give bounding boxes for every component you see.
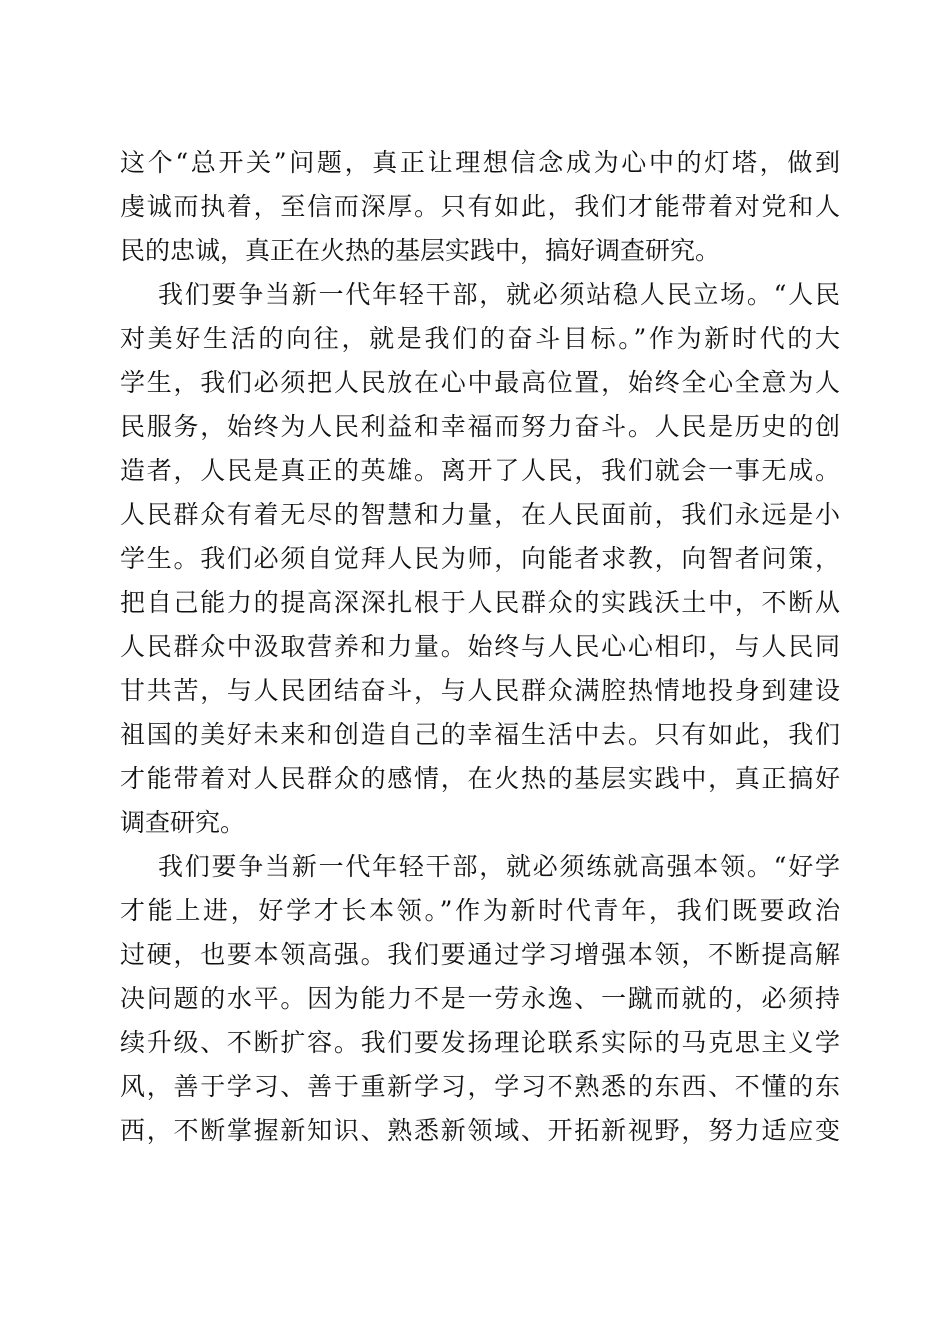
paragraph-2-line-8: 把自己能力的提高深深扎根于人民群众的实践沃土中，不断从 [120, 588, 840, 617]
paragraph-2-line-12: 才能带着对人民群众的感情，在火热的基层实践中，真正搞好 [120, 764, 840, 793]
paragraph-2-line-9: 人民群众中汲取营养和力量。始终与人民心心相印，与人民同 [120, 632, 840, 661]
paragraph-2-line-11: 祖国的美好未来和创造自己的幸福生活中去。只有如此，我们 [120, 720, 840, 749]
paragraph-3-line-5: 续升级、不断扩容。我们要发扬理论联系实际的马克思主义学 [120, 1028, 840, 1057]
paragraph-2-line-1: 我们要争当新一代年轻干部，就必须站稳人民立场。“人民 [158, 280, 840, 309]
paragraph-3-line-2: 才能上进，好学才长本领。”作为新时代青年，我们既要政治 [120, 896, 840, 925]
paragraph-2-line-6: 人民群众有着无尽的智慧和力量，在人民面前，我们永远是小 [120, 500, 840, 529]
body-text [120, 141, 840, 1153]
paragraph-1-line-1: 这个“总开关”问题，真正让理想信念成为心中的灯塔，做到 [120, 148, 840, 177]
paragraph-2-line-3: 学生，我们必须把人民放在心中最高位置，始终全心全意为人 [120, 368, 840, 397]
paragraph-2-line-10: 甘共苦，与人民团结奋斗，与人民群众满腔热情地投身到建设 [120, 676, 840, 705]
paragraph-3-line-7: 西，不断掌握新知识、熟悉新领域、开拓新视野，努力适应变 [120, 1116, 840, 1145]
paragraph-2-line-5: 造者，人民是真正的英雄。离开了人民，我们就会一事无成。 [120, 456, 840, 485]
paragraph-2-line-4: 民服务，始终为人民利益和幸福而努力奋斗。人民是历史的创 [120, 412, 840, 441]
paragraph-2-line-2: 对美好生活的向往，就是我们的奋斗目标。”作为新时代的大 [120, 324, 840, 353]
paragraph-1-line-3: 民的忠诚，真正在火热的基层实践中，搞好调查研究。 [120, 236, 721, 265]
paragraph-2-line-7: 学生。我们必须自觉拜人民为师，向能者求教，向智者问策， [120, 544, 840, 573]
paragraph-2-line-13: 调查研究。 [120, 808, 246, 837]
paragraph-3-line-4: 决问题的水平。因为能力不是一劳永逸、一蹴而就的，必须持 [120, 984, 840, 1013]
paragraph-1-line-2: 虔诚而执着，至信而深厚。只有如此，我们才能带着对党和人 [120, 192, 840, 221]
paragraph-3-line-3: 过硬，也要本领高强。我们要通过学习增强本领，不断提高解 [120, 940, 840, 969]
paragraph-3-line-6: 风，善于学习、善于重新学习，学习不熟悉的东西、不懂的东 [120, 1072, 840, 1101]
paragraph-3-line-1: 我们要争当新一代年轻干部，就必须练就高强本领。“好学 [158, 852, 840, 881]
